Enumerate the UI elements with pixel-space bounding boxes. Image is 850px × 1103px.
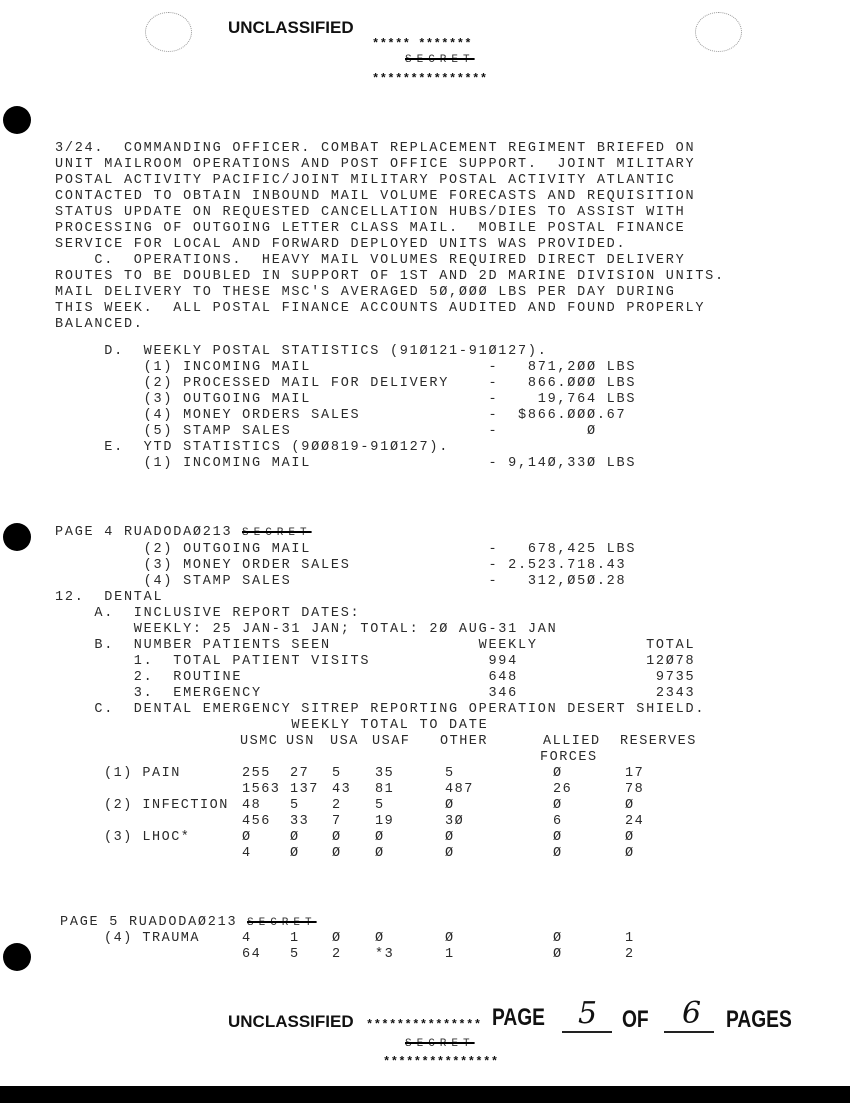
table-cell: 6 xyxy=(553,814,563,829)
page4-line: (4) STAMP SALES - 312,Ø5Ø.28 xyxy=(55,574,627,589)
of-label: OF xyxy=(622,1006,649,1033)
table-cell: Ø xyxy=(242,830,252,845)
table-cell: Ø xyxy=(553,846,563,861)
total-pages-underline xyxy=(664,1031,714,1033)
body-line: (2) PROCESSED MAIL FOR DELIVERY - 866.ØØØ LBS xyxy=(55,376,637,391)
body-line: (4) MONEY ORDERS SALES - $866.ØØØ.67 xyxy=(55,408,627,423)
body-line: (3) OUTGOING MAIL - 19,764 LBS xyxy=(55,392,637,407)
table-cell: Ø xyxy=(445,798,455,813)
table-cell: Ø xyxy=(375,931,385,946)
table-cell: 27 xyxy=(290,766,310,781)
table-cell: Ø xyxy=(625,830,635,845)
page4-line: WEEKLY: 25 JAN-31 JAN; TOTAL: 2Ø AUG-31 JAN xyxy=(55,622,558,637)
table-cell: *3 xyxy=(375,947,395,962)
page4-line: A. INCLUSIVE REPORT DATES: xyxy=(55,606,361,621)
table-cell: 1 xyxy=(625,931,635,946)
page4-line: WEEKLY TOTAL TO DATE xyxy=(55,718,489,733)
stamp-smudge xyxy=(145,12,192,52)
column-header: USA xyxy=(330,734,359,749)
body-line: (1) INCOMING MAIL - 9,14Ø,33Ø LBS xyxy=(55,456,637,471)
table-cell: 1563 xyxy=(242,782,281,797)
table-cell: 487 xyxy=(445,782,474,797)
header-stars-top: ***** ******* xyxy=(372,37,473,51)
table-cell: 1 xyxy=(445,947,455,962)
punch-hole xyxy=(3,523,31,551)
body-line: (1) INCOMING MAIL - 871,2ØØ LBS xyxy=(55,360,637,375)
table-cell: 35 xyxy=(375,766,395,781)
body-line: SERVICE FOR LOCAL AND FORWARD DEPLOYED UNITS WAS PROVIDED. xyxy=(55,237,627,252)
body-line: MAIL DELIVERY TO THESE MSC'S AVERAGED 5Ø,ØØØ LBS PER DAY DURING xyxy=(55,285,676,300)
table-cell: 43 xyxy=(332,782,352,797)
body-line: UNIT MAILROOM OPERATIONS AND POST OFFICE SUPPORT. JOINT MILITARY xyxy=(55,157,696,172)
table-cell: 81 xyxy=(375,782,395,797)
table-cell: Ø xyxy=(375,846,385,861)
page4-line: (2) OUTGOING MAIL - 678,425 LBS xyxy=(55,542,637,557)
table-cell: 48 xyxy=(242,798,262,813)
column-header: USAF xyxy=(372,734,411,749)
total-pages-handwritten: 6 xyxy=(682,996,702,1031)
table-cell: Ø xyxy=(290,830,300,845)
table-cell: 78 xyxy=(625,782,645,797)
column-header: OTHER xyxy=(440,734,489,749)
row-label: (1) PAIN xyxy=(104,766,181,781)
header-secret-struck: SECRET xyxy=(405,54,475,66)
table-cell: Ø xyxy=(553,766,563,781)
page-label: PAGE xyxy=(492,1004,545,1031)
page-number-underline xyxy=(562,1031,612,1033)
table-cell: Ø xyxy=(553,947,563,962)
table-cell: Ø xyxy=(625,846,635,861)
table-cell: 5 xyxy=(375,798,385,813)
table-cell: 4 xyxy=(242,846,252,861)
page4-header: PAGE 4 RUADODAØ213 xyxy=(55,525,233,540)
table-cell: 64 xyxy=(242,947,262,962)
table-cell: 255 xyxy=(242,766,271,781)
table-cell: 19 xyxy=(375,814,395,829)
table-cell: 5 xyxy=(290,798,300,813)
footer-stars-bottom: *************** xyxy=(383,1055,499,1069)
header-stars-bottom: *************** xyxy=(372,72,488,86)
page5-header: PAGE 5 RUADODAØ213 xyxy=(60,915,238,930)
punch-hole xyxy=(3,943,31,971)
classification-header: UNCLASSIFIED xyxy=(228,18,354,37)
table-cell: Ø xyxy=(332,931,342,946)
body-line: ROUTES TO BE DOUBLED IN SUPPORT OF 1ST AND 2D MARINE DIVISION UNITS. xyxy=(55,269,725,284)
pages-label: PAGES xyxy=(726,1006,792,1033)
body-line: POSTAL ACTIVITY PACIFIC/JOINT MILITARY POSTAL ACTIVITY ATLANTIC xyxy=(55,173,676,188)
body-line: (5) STAMP SALES - Ø xyxy=(55,424,597,439)
table-cell: 5 xyxy=(445,766,455,781)
body-line: 3/24. COMMANDING OFFICER. COMBAT REPLACEMENT REGIMENT BRIEFED ON xyxy=(55,141,696,156)
table-cell: 1 xyxy=(290,931,300,946)
page4-line: 3. EMERGENCY 346 2343 xyxy=(55,686,696,701)
column-header: USN xyxy=(286,734,315,749)
table-cell: 4 xyxy=(242,931,252,946)
table-cell: 7 xyxy=(332,814,342,829)
page4-line: 2. ROUTINE 648 9735 xyxy=(55,670,696,685)
table-cell: Ø xyxy=(332,846,342,861)
body-line: PROCESSING OF OUTGOING LETTER CLASS MAIL. MOBILE POSTAL FINANCE xyxy=(55,221,686,236)
body-line: D. WEEKLY POSTAL STATISTICS (91Ø121-91Ø127). xyxy=(55,344,548,359)
table-cell: 17 xyxy=(625,766,645,781)
table-cell: 2 xyxy=(625,947,635,962)
page4-line: 12. DENTAL xyxy=(55,590,164,605)
table-cell: Ø xyxy=(290,846,300,861)
footer-stars-top: *************** xyxy=(366,1018,482,1032)
page4-line: (3) MONEY ORDER SALES - 2.523.718.43 xyxy=(55,558,627,573)
column-header: USMC xyxy=(240,734,279,749)
page4-line: C. DENTAL EMERGENCY SITREP REPORTING OPERATION DESERT SHIELD. xyxy=(55,702,706,717)
scan-edge-bar xyxy=(0,1086,850,1103)
page4-line: B. NUMBER PATIENTS SEEN WEEKLY TOTAL xyxy=(55,638,696,653)
stamp-smudge xyxy=(695,12,742,52)
row-label: (2) INFECTION xyxy=(104,798,229,813)
body-line: C. OPERATIONS. HEAVY MAIL VOLUMES REQUIRED DIRECT DELIVERY xyxy=(55,253,686,268)
table-cell: Ø xyxy=(375,830,385,845)
table-cell: Ø xyxy=(553,931,563,946)
punch-hole xyxy=(3,106,31,134)
body-line: CONTACTED TO OBTAIN INBOUND MAIL VOLUME FORECASTS AND REQUISITION xyxy=(55,189,696,204)
page4-line: 1. TOTAL PATIENT VISITS 994 12Ø78 xyxy=(55,654,696,669)
table-cell: 5 xyxy=(332,766,342,781)
table-cell: Ø xyxy=(332,830,342,845)
table-cell: 2 xyxy=(332,798,342,813)
table-cell: 456 xyxy=(242,814,271,829)
table-cell: Ø xyxy=(445,830,455,845)
table-cell: 2 xyxy=(332,947,342,962)
column-header: ALLIED xyxy=(543,734,601,749)
table-cell: Ø xyxy=(445,931,455,946)
table-cell: Ø xyxy=(553,830,563,845)
body-line: E. YTD STATISTICS (9ØØ819-91Ø127). xyxy=(55,440,450,455)
table-cell: 33 xyxy=(290,814,310,829)
body-line: THIS WEEK. ALL POSTAL FINANCE ACCOUNTS AUDITED AND FOUND PROPERLY xyxy=(55,301,706,316)
table-cell: 137 xyxy=(290,782,319,797)
table-cell: 24 xyxy=(625,814,645,829)
page4-secret-struck: SECRET xyxy=(242,527,312,539)
table-cell: Ø xyxy=(445,846,455,861)
footer-secret-struck: SECRET xyxy=(405,1038,475,1050)
body-line: STATUS UPDATE ON REQUESTED CANCELLATION HUBS/DIES TO ASSIST WITH xyxy=(55,205,686,220)
table-cell: Ø xyxy=(625,798,635,813)
column-header: RESERVES xyxy=(620,734,697,749)
classification-footer: UNCLASSIFIED xyxy=(228,1012,354,1031)
table-cell: 3Ø xyxy=(445,814,465,829)
table-cell: Ø xyxy=(553,798,563,813)
page-number-handwritten: 5 xyxy=(578,996,598,1031)
row-label: (4) TRAUMA xyxy=(104,931,201,946)
table-cell: 5 xyxy=(290,947,300,962)
column-header-sub: FORCES xyxy=(540,750,598,765)
body-line: BALANCED. xyxy=(55,317,144,332)
page5-secret-struck: SECRET xyxy=(247,917,317,929)
table-cell: 26 xyxy=(553,782,573,797)
row-label: (3) LHOC* xyxy=(104,830,191,845)
